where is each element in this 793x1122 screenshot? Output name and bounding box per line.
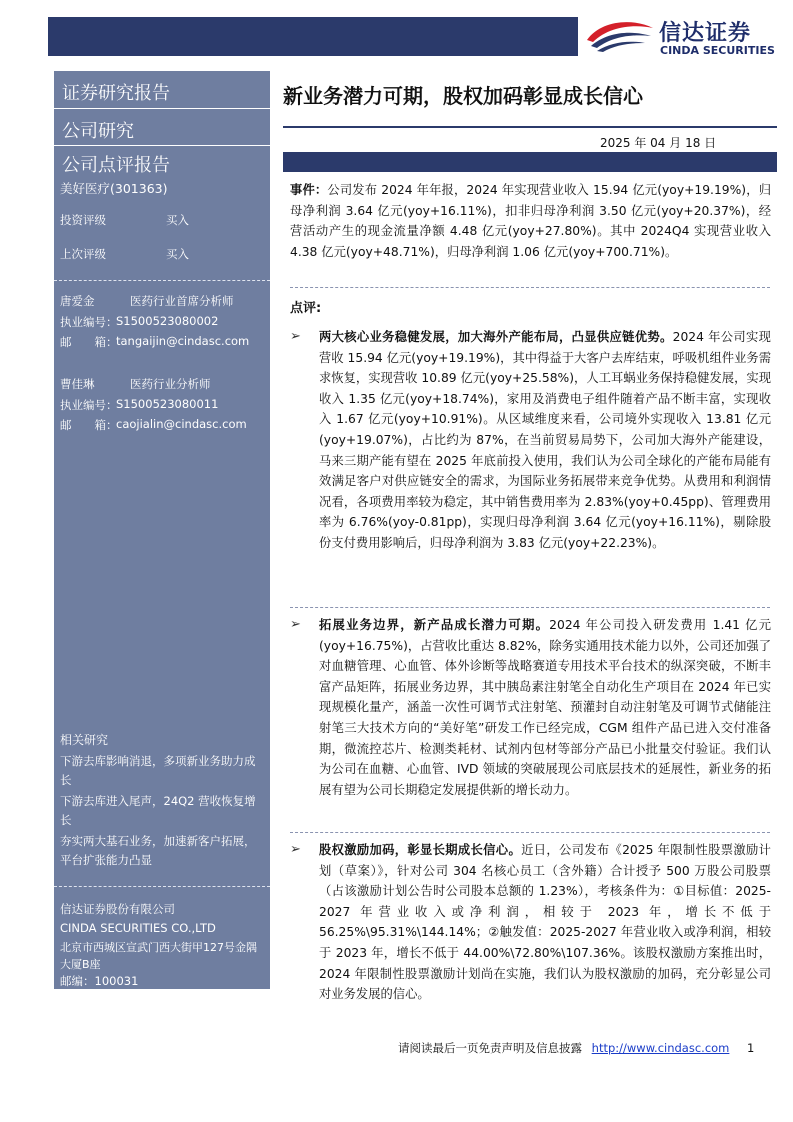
- prev-rating-value: 买入: [166, 247, 189, 261]
- event-paragraph: [290, 180, 771, 262]
- report-category: 公司研究: [62, 121, 134, 142]
- point-text: 2024 年公司投入研发费用 1.41 亿元(yoy+16.75%)，占营收比重达 8.82%，除务实通用技术能力以外，公司还加强了对血糖管理、心血管、体外诊断等战略赛道专用技术平台技术的纵深突破，不断丰富产品矩阵，拓展业务边界，其中胰岛素注射笔全自动化生产项目在 2024 年已实现规模化量产，涵盖一次性可调节式注射笔、预灌封自动注射笔及可调节式储能注射笔三大技术方向的“美好笔”研发工作已经完成，CGM 组件产品已进入交付准备期，微流控芯片、检测类耗材、试剂内包材等部分产品已小批量交付验证。我们认为公司在血糖、心血管、IVD 领域的突破展现公司底层技术的延展性，新业务的拓展有望为公司长期稳定发展提供新的增长动力。: [319, 618, 771, 797]
- comment-label: 点评:: [290, 301, 322, 316]
- analyst-email[interactable]: tangaijin@cindasc.com: [116, 334, 250, 348]
- company-info-cn: 信达证券股份有限公司: [60, 902, 175, 916]
- header-bar: [48, 17, 578, 56]
- analyst-title: 医药行业分析师: [130, 377, 211, 391]
- analyst-license: S1500523080002: [116, 314, 219, 328]
- divider: [54, 145, 270, 146]
- point-heading: 股权激励加码，彰显长期成长信心。: [319, 843, 522, 857]
- analyst-title: 医药行业首席分析师: [130, 294, 234, 308]
- logo-mark-icon: [583, 18, 657, 52]
- analyst-license-label: 执业编号：: [60, 315, 118, 329]
- cinda-logo: [583, 14, 783, 60]
- analyst-mail-label: 邮 箱：: [60, 335, 118, 349]
- prev-rating-label: 上次评级: [60, 247, 106, 261]
- related-item[interactable]: 下游去库进入尾声，24Q2 营收恢复增长: [60, 794, 256, 827]
- point-paragraph: [319, 840, 771, 1005]
- rating-label: 投资评级: [60, 213, 106, 227]
- analyst-name: 唐爱金: [60, 294, 95, 308]
- point-text: 2024 年公司实现营收 15.94 亿元(yoy+19.19%)，其中得益于大客户去库结束，呼吸机组件业务需求恢复，实现营收 10.89 亿元(yoy+25.58%)，人工耳蜗业务保持稳健发展，实现收入 1.35 亿元(yoy+18.74%)，家用及消费电子组件随着产品不断丰富，实现收入 1.67 亿元(yoy+10.91%)。从区域维度来看，公司境外实现收入 13.81 亿元(yoy+19.07%)，占比约为 87%，在当前贸易局势下，公司加大海外产能建设，马来三期产能有望在 2025 年底前投入使用，我们认为公司全球化的产能布局能有效满足客户对供应链安全的需求，为国际业务拓展带来竞争优势。从费用和利润情况看，各项费用率较为稳定，其中销售费用率为 2.83%(yoy+0.45pp)、管理费用率为 6.76%(yoy-0.81pp)，实现归母净利润 3.64 亿元(yoy+16.11%)，剔除股份支付费用影响后，归母净利润为 3.83 亿元(yoy+22.23%)。: [319, 330, 771, 550]
- divider: [290, 832, 770, 834]
- logo-text-en: CINDA SECURITIES: [660, 44, 775, 57]
- related-item[interactable]: 夯实两大基石业务，加速新客户拓展，平台扩张能力凸显: [60, 834, 256, 867]
- bullet-arrow-icon: ➢: [290, 617, 301, 632]
- point-heading: 拓展业务边界，新产品成长潜力可期。: [319, 618, 550, 632]
- divider: [54, 108, 270, 109]
- analyst-mail-label: 邮 箱：: [60, 418, 118, 432]
- related-item[interactable]: 下游去库影响消退，多项新业务助力成长: [60, 754, 256, 787]
- company-info-en: CINDA SECURITIES CO.,LTD: [60, 921, 216, 935]
- divider: [54, 280, 270, 282]
- divider: [54, 886, 270, 888]
- point-paragraph: [319, 615, 771, 800]
- report-subtype: 公司点评报告: [62, 155, 170, 176]
- divider: [290, 287, 770, 289]
- analyst-license-label: 执业编号：: [60, 398, 118, 412]
- bullet-arrow-icon: ➢: [290, 842, 301, 857]
- page-number: 1: [747, 1041, 755, 1055]
- analyst-email[interactable]: caojialin@cindasc.com: [116, 417, 247, 431]
- point-heading: 两大核心业务稳健发展，加大海外产能布局，凸显供应链优势。: [319, 330, 673, 344]
- footer: [398, 1040, 754, 1056]
- analyst-name: 曹佳琳: [60, 377, 95, 391]
- report-type: 证券研究报告: [62, 83, 170, 104]
- report-date: 2025 年 04 月 18 日: [600, 136, 717, 150]
- point-paragraph: [319, 327, 771, 554]
- related-title: 相关研究: [60, 733, 109, 747]
- section-bar: [283, 152, 777, 172]
- point-text: 近日，公司发布《2025 年限制性股票激励计划（草案）》，针对公司 304 名核心员工（含外籍）合计授予 500 万股公司股票（占该激励计划公告时公司股本总额的 1.23%），考核条件为：①目标值：2025-2027 年营业收入或净利润，相较于 2023 年，增长不低于 56.25%\95.31%\144.14%；②触发值：2025-2027 年营业收入或净利润，相较于 2023 年，增长不低于 44.00%\72.80%\107.36%。该股权激励方案推出时，2024 年限制性股票激励计划尚在实施，我们认为股权激励的加码，充分彰显公司对业务发展的信心。: [319, 843, 771, 1002]
- event-label: 事件：: [290, 183, 328, 197]
- logo-text-cn: 信达证券: [659, 21, 752, 46]
- footer-link[interactable]: http://www.cindasc.com: [591, 1041, 730, 1055]
- company-zip: 邮编：100031: [60, 974, 139, 988]
- title-underline: [283, 126, 777, 128]
- analyst-license: S1500523080011: [116, 397, 219, 411]
- company-address: 北京市西城区宣武门西大街甲127号金隅大厦B座: [60, 941, 257, 971]
- event-text: 公司发布 2024 年年报，2024 年实现营业收入 15.94 亿元(yoy+19.19%)，归母净利润 3.64 亿元(yoy+16.11%)，扣非归母净利润 3.50 亿元(yoy+20.37%)，经营活动产生的现金流量净额 4.48 亿元(yoy+27.80%)。其中 2024Q4 实现营业收入 4.38 亿元(yoy+48.71%)，归母净利润 1.06 亿元(yoy+700.71%)。: [290, 183, 771, 259]
- footer-disclaimer: 请阅读最后一页免责声明及信息披露: [398, 1041, 582, 1055]
- company-name: 美好医疗(301363): [60, 181, 168, 196]
- page-title: 新业务潜力可期，股权加码彰显成长信心: [283, 84, 643, 108]
- sidebar: [54, 71, 270, 989]
- rating-value: 买入: [166, 213, 189, 227]
- divider: [290, 607, 770, 609]
- bullet-arrow-icon: ➢: [290, 329, 301, 344]
